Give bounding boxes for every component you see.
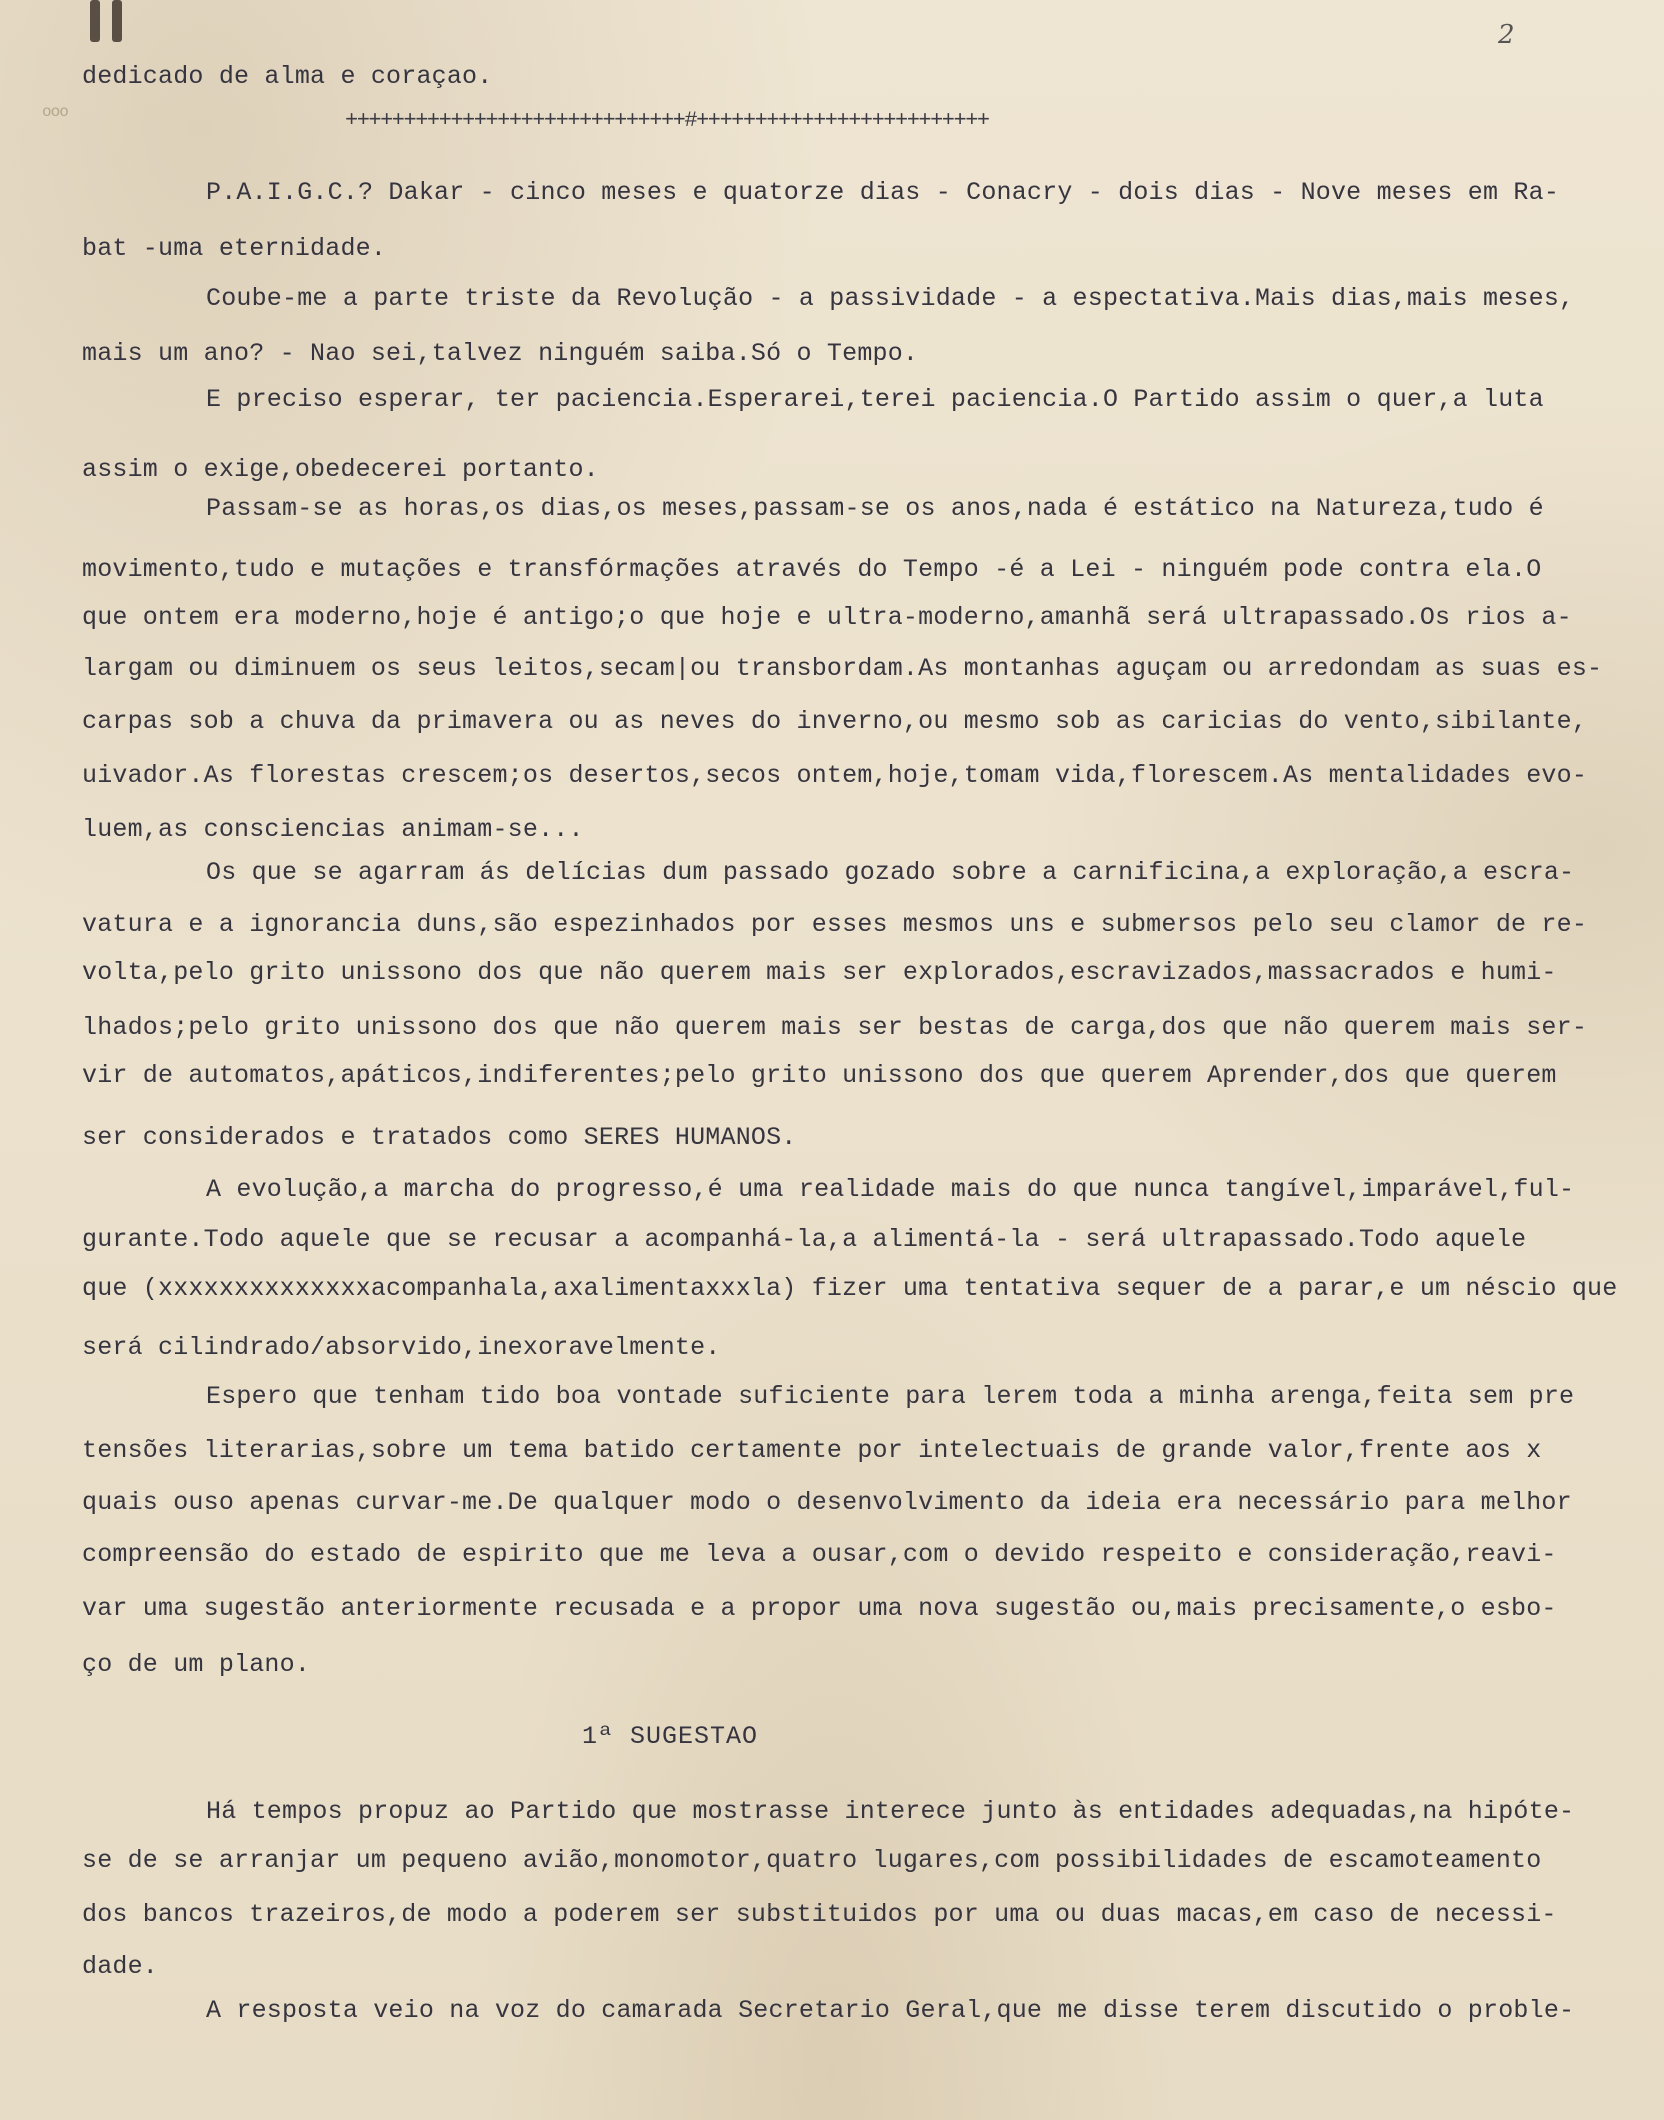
- text-line: compreensão do estado de espirito que me leva a ousar,com o devido respeito e consideração,reavi-: [82, 1540, 1557, 1569]
- text-line: se de se arranjar um pequeno avião,monomotor,quatro lugares,com possibilidades de escamoteamento: [82, 1846, 1542, 1875]
- text-line: lhados;pelo grito unissono dos que não querem mais ser bestas de carga,dos que não querem mais ser-: [82, 1013, 1588, 1042]
- text-line: dade.: [82, 1952, 159, 1981]
- text-line: vatura e a ignorancia duns,são espezinhados por esses mesmos uns e submersos pelo seu clamor de re-: [82, 910, 1588, 939]
- text-line: Espero que tenham tido boa vontade suficiente para lerem toda a minha arenga,feita sem pre: [206, 1382, 1575, 1411]
- text-line: A evolução,a marcha do progresso,é uma realidade mais do que nunca tangível,imparável,ful-: [206, 1175, 1575, 1204]
- page-number: 2: [1498, 20, 1515, 50]
- text-line: P.A.I.G.C.? Dakar - cinco meses e quatorze dias - Conacry - dois dias - Nove meses em Ra-: [206, 178, 1560, 207]
- text-line: que ontem era moderno,hoje é antigo;o que hoje e ultra-moderno,amanhã será ultrapassado.Os rios a-: [82, 603, 1572, 632]
- text-line: luem,as consciencias animam-se...: [82, 815, 584, 844]
- punch-hole: [90, 0, 100, 42]
- text-line: tensões literarias,sobre um tema batido certamente por intelectuais de grande valor,frente aos x: [82, 1436, 1542, 1465]
- text-line: dos bancos trazeiros,de modo a poderem ser substituidos por uma ou duas macas,em caso de necessi-: [82, 1900, 1557, 1929]
- text-line: E preciso esperar, ter paciencia.Esperarei,terei paciencia.O Partido assim o quer,a luta: [206, 385, 1544, 414]
- text-line: Há tempos propuz ao Partido que mostrasse interece junto às entidades adequadas,na hipóte-: [206, 1797, 1575, 1826]
- text-line: Passam-se as horas,os dias,os meses,passam-se os anos,nada é estático na Natureza,tudo é: [206, 494, 1544, 523]
- text-line: ço de um plano.: [82, 1650, 311, 1679]
- text-line: vir de automatos,apáticos,indiferentes;pelo grito unissono dos que querem Aprender,dos que querem: [82, 1061, 1557, 1090]
- text-line: carpas sob a chuva da primavera ou as neves do inverno,ou mesmo sob as caricias do vento,sibilante,: [82, 707, 1588, 736]
- text-line: será cilindrado/absorvido,inexoravelmente.: [82, 1333, 721, 1362]
- text-line: ser considerados e tratados como SERES HUMANOS.: [82, 1123, 797, 1152]
- text-line: bat -uma eternidade.: [82, 234, 387, 263]
- text-line: que (xxxxxxxxxxxxxxacompanhala,axalimentaxxxla) fizer uma tentativa sequer de a parar,e um néscio que: [82, 1274, 1618, 1303]
- text-line: quais ouso apenas curvar-me.De qualquer modo o desenvolvimento da ideia era necessário para melhor: [82, 1488, 1572, 1517]
- text-line: gurante.Todo aquele que se recusar a acompanhá-la,a alimentá-la - será ultrapassado.Todo aquele: [82, 1225, 1527, 1254]
- text-line: var uma sugestão anteriormente recusada e a propor uma nova sugestão ou,mais precisamente,o esbo-: [82, 1594, 1557, 1623]
- text-line: volta,pelo grito unissono dos que não querem mais ser explorados,escravizados,massacrados e humi-: [82, 958, 1557, 987]
- text-line: largam ou diminuem os seus leitos,secam|ou transbordam.As montanhas aguçam ou arredondam as suas es-: [82, 654, 1603, 683]
- text-line: Coube-me a parte triste da Revolução - a passividade - a espectativa.Mais dias,mais meses,: [206, 284, 1575, 313]
- text-line: assim o exige,obedecerei portanto.: [82, 455, 599, 484]
- text-line: A resposta veio na voz do camarada Secretario Geral,que me disse terem discutido o proble-: [206, 1996, 1575, 2025]
- ink-smudge: ᴏᴏᴏ: [42, 103, 68, 121]
- text-line: uivador.As florestas crescem;os desertos,secos ontem,hoje,tomam vida,florescem.As mentalidades evo-: [82, 761, 1588, 790]
- text-line: mais um ano? - Nao sei,talvez ninguém saiba.Só o Tempo.: [82, 339, 919, 368]
- section-separator: +++++++++++++++++++++++++++++#+++++++++++++++++++++++++: [345, 108, 989, 133]
- text-line: movimento,tudo e mutações e transfórmações através do Tempo -é a Lei - ninguém pode contra ela.O: [82, 555, 1542, 584]
- section-heading: 1ª SUGESTAO: [582, 1722, 759, 1751]
- opening-line: dedicado de alma e coraçao.: [82, 62, 493, 91]
- punch-hole: [112, 0, 122, 42]
- text-line: Os que se agarram ás delícias dum passado gozado sobre a carnificina,a exploração,a escra-: [206, 858, 1575, 887]
